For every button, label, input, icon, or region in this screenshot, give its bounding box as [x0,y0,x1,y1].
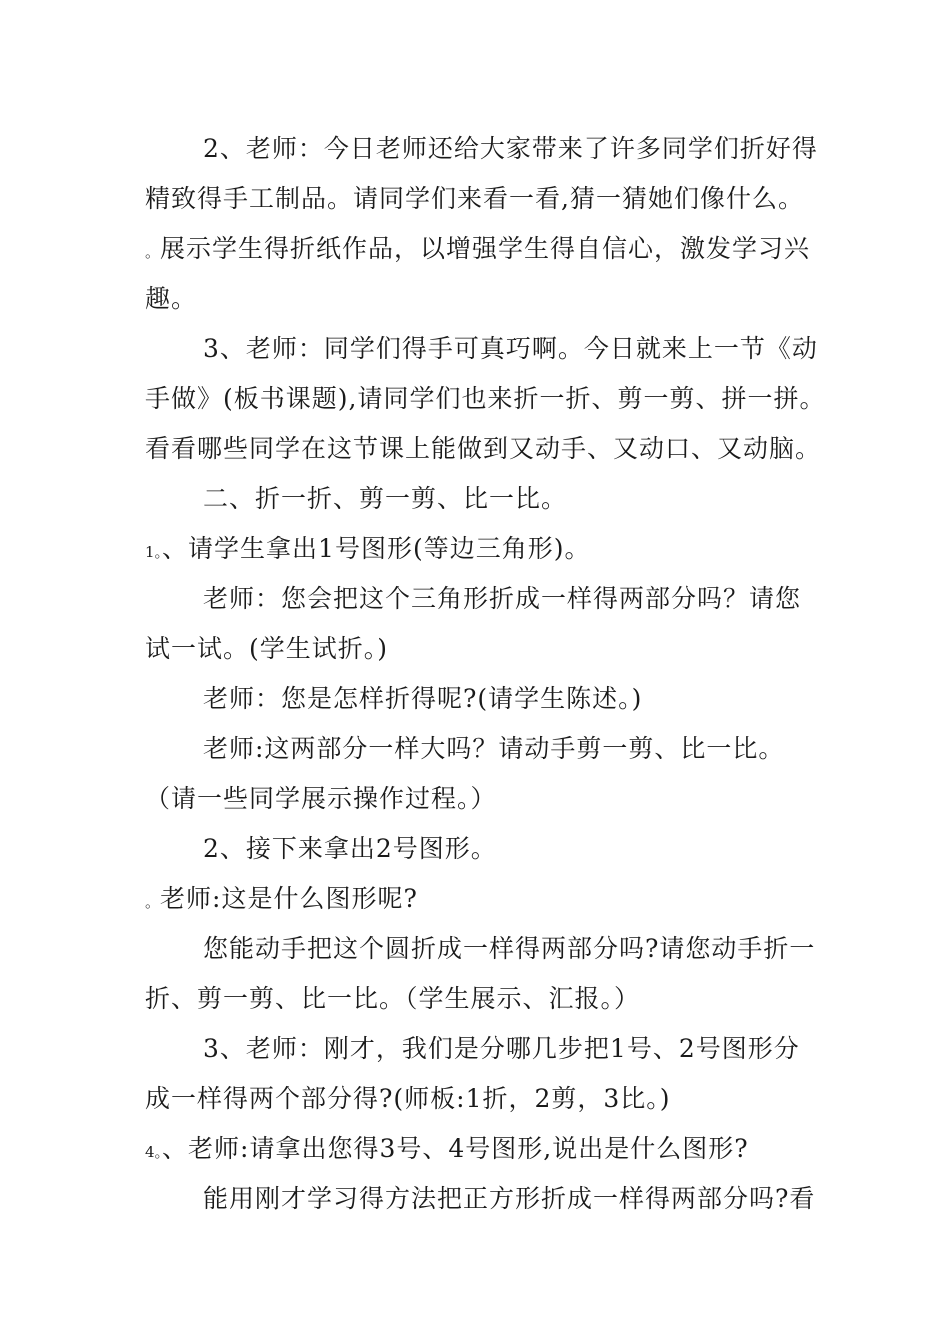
text-line-15 [203,834,497,864]
text-line-10 [203,584,801,614]
text-line-1-content: 2、老师：今日老师还给大家带来了许多同学们折好得 [203,134,818,163]
text-line-22-content: 能用刚才学习得方法把正方形折成一样得两部分吗?看 [203,1184,816,1213]
text-line-3-content: 展示学生得折纸作品，以增强学生得自信心，激发学习兴 [160,234,811,263]
text-line-22 [203,1184,815,1214]
text-line-17-content: 您能动手把这个圆折成一样得两部分吗?请您动手折一 [203,934,816,963]
text-line-18-content: 折、剪一剪、比一比。（学生展示、汇报。） [145,984,641,1013]
section-heading-content: 二、折一折、剪一剪、比一比。 [203,484,568,513]
text-line-16-content: 老师:这是什么图形呢? [160,884,418,913]
text-line-1 [203,134,818,164]
text-line-7-content: 看看哪些同学在这节课上能做到又动手、又动口、又动脑。 [145,434,822,463]
text-line-13 [203,734,784,764]
text-line-11-content: 试一试。(学生试折。) [145,634,389,663]
line-marker: 4。 [145,1143,163,1161]
text-line-18 [145,984,640,1014]
text-line-10-content: 老师：您会把这个三角形折成一样得两部分吗？请您 [203,584,802,613]
text-line-19 [203,1034,800,1064]
text-line-5 [203,334,818,364]
text-line-19-content: 3、老师：刚才，我们是分哪几步把1号、2号图形分 [203,1034,800,1063]
text-line-6-content: 手做》(板书课题),请同学们也来折一折、剪一剪、拼一拼。 [145,384,826,413]
text-line-14 [145,784,497,814]
text-line-16 [145,884,418,914]
text-line-6 [145,384,825,414]
text-line-4 [145,284,197,314]
text-line-12 [203,684,642,714]
text-line-9-content: 、请学生拿出1号图形(等边三角形)。 [162,534,591,563]
text-line-21 [145,1134,749,1164]
text-line-17 [203,934,815,964]
text-line-20-content: 成一样得两个部分得?(师板:1折，2剪，3比。) [145,1084,671,1113]
text-line-2-content: 精致得手工制品。请同学们来看一看,猜一猜她们像什么。 [145,184,804,213]
line-marker: 1。 [145,543,163,561]
text-line-2 [145,184,804,214]
text-line-9 [145,534,590,564]
text-line-7 [145,434,821,464]
text-line-3 [145,234,810,264]
text-line-21-content: 、老师:请拿出您得3号、4号图形,说出是什么图形? [162,1134,749,1163]
text-line-15-content: 2、接下来拿出2号图形。 [203,834,497,863]
text-line-14-content: （请一些同学展示操作过程。） [145,784,497,813]
text-line-5-content: 3、老师：同学们得手可真巧啊。今日就来上一节《动 [203,334,818,363]
text-line-13-content: 老师:这两部分一样大吗？请动手剪一剪、比一比。 [203,734,785,763]
line-marker: 。 [145,893,161,911]
line-marker: 。 [145,243,161,261]
text-line-20 [145,1084,671,1114]
section-heading [203,484,567,514]
text-line-11 [145,634,388,664]
text-line-4-content: 趣。 [145,284,198,313]
text-line-12-content: 老师：您是怎样折得呢?(请学生陈述。) [203,684,643,713]
